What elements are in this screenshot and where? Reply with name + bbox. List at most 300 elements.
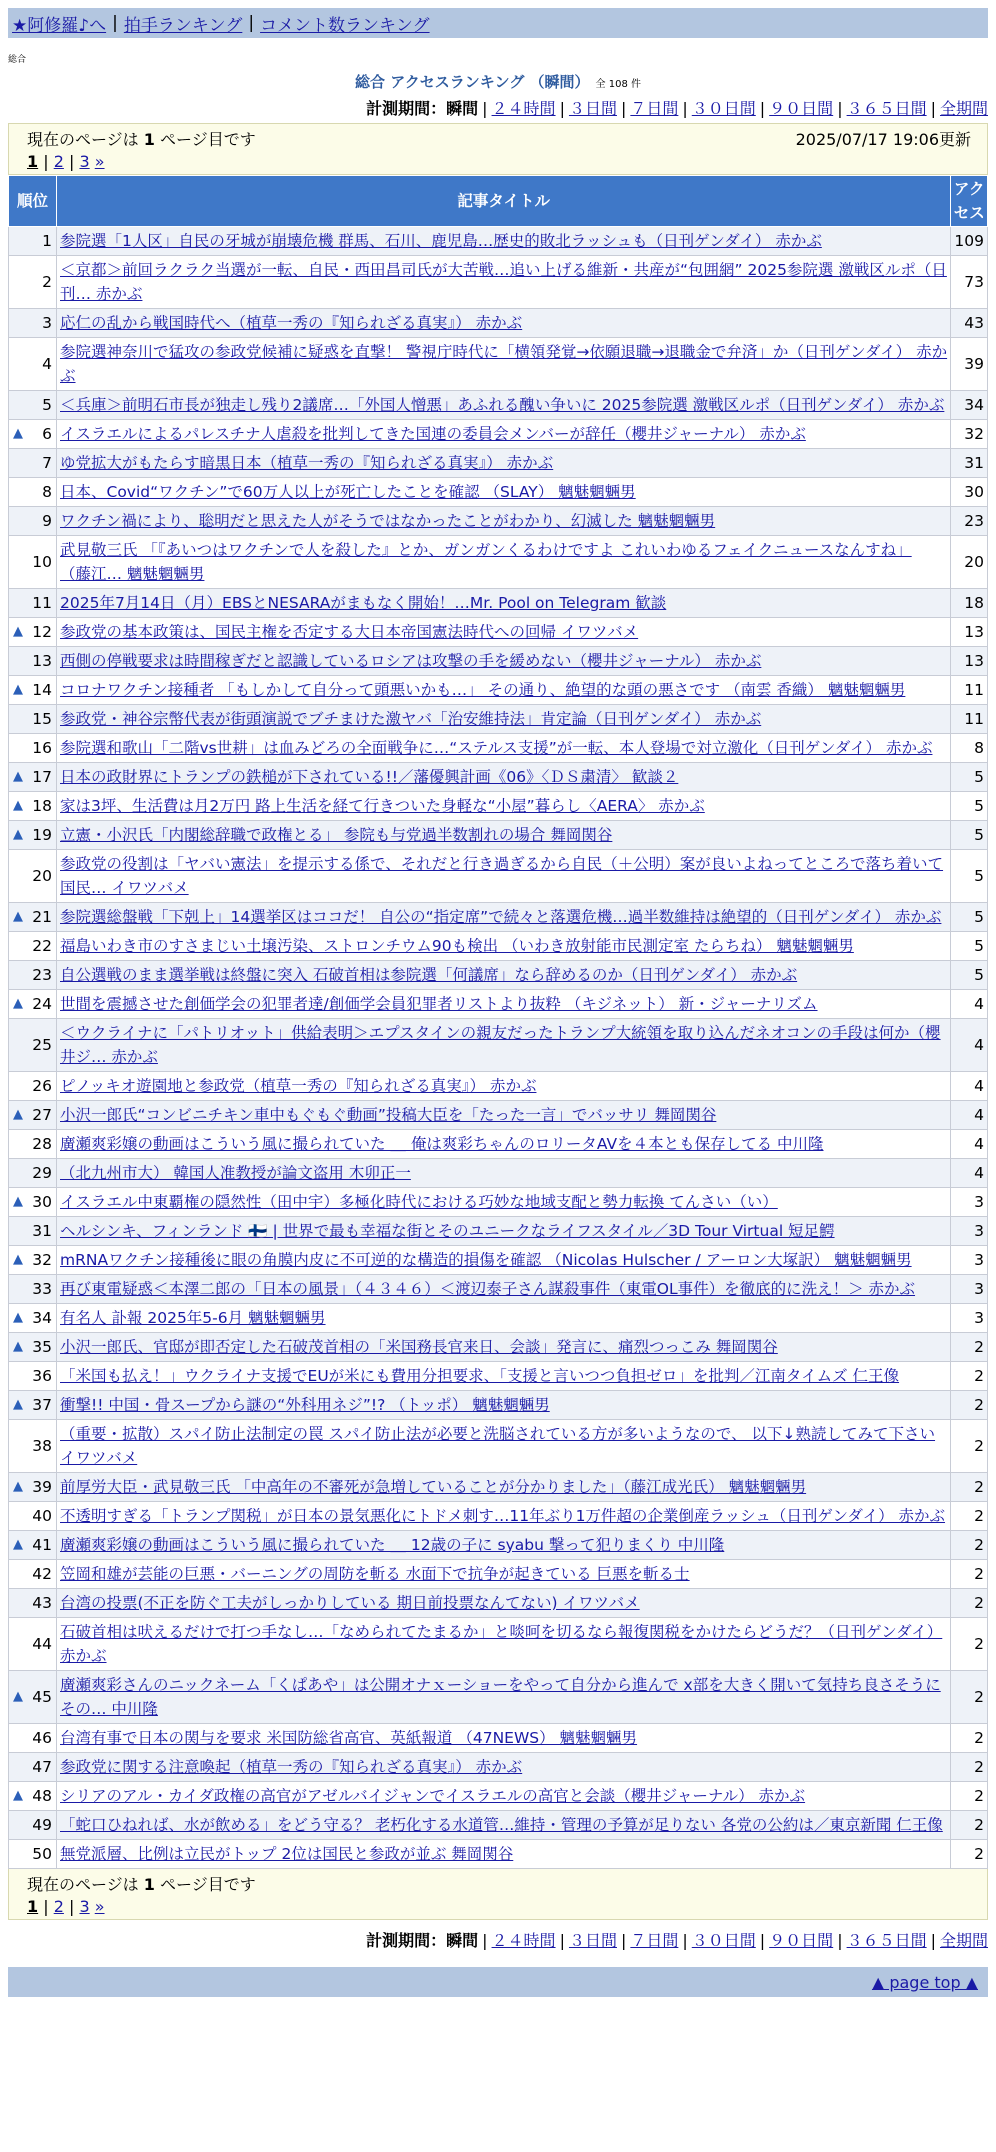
rank-cell	[9, 1782, 57, 1811]
rank-cell	[9, 763, 57, 792]
article-link[interactable]: 西側の停戦要求は時間稼ぎだと認識しているロシアは攻撃の手を緩めない（櫻井ジャーナル） 赤かぶ	[60, 652, 762, 670]
title-cell	[57, 1159, 951, 1188]
rank-number: 40	[32, 1507, 52, 1525]
rank-cell	[9, 734, 57, 763]
table-row	[9, 309, 988, 338]
ranking-table	[8, 175, 988, 1869]
title-cell	[57, 1072, 951, 1101]
title-cell	[57, 1130, 951, 1159]
article-link[interactable]: イスラエル中東覇権の隠然性（田中宇）多極化時代における巧妙な地域支配と勢力転換 てんさい（い）	[60, 1193, 778, 1211]
article-link[interactable]: （重要・拡散）スパイ防止法制定の罠 スパイ防止法が必要と洗脳されている方が多いようなので、 以下↓熟読してみて下さい イワツバメ	[60, 1425, 936, 1467]
rank-number: 33	[32, 1280, 52, 1298]
period-link[interactable]: ３６５日間	[846, 1931, 927, 1950]
rank-number: 19	[32, 826, 52, 844]
rank-number: 26	[32, 1077, 52, 1095]
up-arrow-icon: ▲	[13, 624, 23, 639]
rank-header: 順位	[9, 176, 57, 227]
access-count: 2	[951, 1502, 988, 1531]
article-link[interactable]: 石破首相は吠えるだけで打つ手なし…「なめられてたまるか」と啖呵を切るなら報復関税をかけたらどうだ？（日刊ゲンダイ） 赤かぶ	[60, 1623, 943, 1665]
table-row	[9, 1362, 988, 1391]
rank-number: 9	[42, 512, 52, 530]
table-row	[9, 1188, 988, 1217]
access-count: 11	[951, 676, 988, 705]
article-link[interactable]: 参院選総盤戦「下剋上」14選挙区はココだ！ 自公の“指定席”で続々と落選危機…過半数維持は絶望的（日刊ゲンダイ） 赤かぶ	[60, 908, 942, 926]
rank-cell	[9, 961, 57, 990]
period-link[interactable]: ７日間	[630, 99, 679, 118]
rank-cell	[9, 1589, 57, 1618]
access-count: 5	[951, 763, 988, 792]
article-link[interactable]: 無党派層、比例は立民がトップ 2位は国民と参政が並ぶ 舞岡関谷	[60, 1845, 514, 1863]
table-row	[9, 478, 988, 507]
access-count: 5	[951, 903, 988, 932]
access-count: 4	[951, 1019, 988, 1072]
title-cell	[57, 1560, 951, 1589]
article-link[interactable]: 有名人 訃報 2025年5-6月 魑魅魍魎男	[60, 1309, 326, 1327]
access-count: 109	[951, 227, 988, 256]
title-cell	[57, 618, 951, 647]
article-link[interactable]: 参政党に関する注意喚起（植草一秀の『知られざる真実』） 赤かぶ	[60, 1758, 523, 1776]
table-row	[9, 338, 988, 391]
rank-cell	[9, 1333, 57, 1362]
rank-cell	[9, 792, 57, 821]
article-link[interactable]: コロナワクチン接種者 「もしかして自分って頭悪いかも…」 その通り、絶望的な頭の悪さです （南雲 香織） 魑魅魍魎男	[60, 681, 906, 699]
access-count: 32	[951, 420, 988, 449]
up-arrow-icon: ▲	[13, 1107, 23, 1122]
rank-number: 30	[32, 1193, 52, 1211]
rank-cell	[9, 1072, 57, 1101]
article-link[interactable]: イスラエルによるパレスチナ人虐殺を批判してきた国連の委員会メンバーが辞任（櫻井ジャーナル） 赤かぶ	[60, 425, 806, 443]
title-cell	[57, 1188, 951, 1217]
table-row	[9, 589, 988, 618]
period-separator: |	[759, 99, 766, 118]
access-count: 2	[951, 1840, 988, 1869]
rank-number: 49	[32, 1816, 52, 1834]
table-row	[9, 1420, 988, 1473]
table-row	[9, 990, 988, 1019]
up-arrow-icon: ▲	[13, 1339, 23, 1354]
article-link[interactable]: シリアのアル・カイダ政権の高官がアゼルバイジャンでイスラエルの高官と会談（櫻井ジャーナル） 赤かぶ	[60, 1787, 806, 1805]
up-arrow-icon: ▲	[13, 1537, 23, 1552]
up-arrow-icon: ▲	[13, 909, 23, 924]
rank-number: 12	[32, 623, 52, 641]
access-count: 18	[951, 589, 988, 618]
article-link[interactable]: ＜京都＞前回ラクラク当選が一転、自民・西田昌司氏が大苦戦…追い上げる維新・共産が“包囲網” 2025参院選 激戦区ルポ（日刊… 赤かぶ	[60, 261, 947, 303]
title-cell	[57, 391, 951, 420]
title-cell	[57, 1420, 951, 1473]
rank-number: 15	[32, 710, 52, 728]
rank-number: 8	[42, 483, 52, 501]
access-count: 30	[951, 478, 988, 507]
title-cell	[57, 705, 951, 734]
table-row	[9, 449, 988, 478]
access-count: 2	[951, 1782, 988, 1811]
up-arrow-icon: ▲	[13, 426, 23, 441]
rank-cell	[9, 1473, 57, 1502]
table-row	[9, 536, 988, 589]
period-separator: |	[837, 99, 843, 118]
rank-cell	[9, 1420, 57, 1473]
rank-cell	[9, 676, 57, 705]
access-count: 2	[951, 1473, 988, 1502]
up-arrow-icon: ▲	[13, 769, 23, 784]
page-link[interactable]: 3	[79, 1897, 90, 1916]
rank-number: 18	[32, 797, 52, 815]
period-link[interactable]: ９０日間	[769, 99, 834, 118]
rank-number: 27	[32, 1106, 52, 1124]
table-row	[9, 507, 988, 536]
title-cell	[57, 821, 951, 850]
table-row	[9, 705, 988, 734]
period-separator: |	[759, 1931, 766, 1950]
article-link[interactable]: 参政党・神谷宗幣代表が街頭演説でブチまけた激ヤバ「治安維持法」肯定論（日刊ゲンダイ） 赤かぶ	[60, 710, 762, 728]
access-count: 4	[951, 1159, 988, 1188]
article-link[interactable]: 2025年7月14日（月）EBSとNESARAがまもなく開始！…Mr. Pool on Telegram 歓談	[60, 594, 667, 612]
article-link[interactable]: 参院選「1人区」自民の牙城が崩壊危機 群馬、石川、鹿児島…歴史的敗北ラッシュも（日刊ゲンダイ） 赤かぶ	[60, 232, 822, 250]
table-row	[9, 1724, 988, 1753]
next-page-link[interactable]: »	[94, 152, 105, 171]
rank-number: 10	[32, 553, 52, 571]
access-count: 2	[951, 1811, 988, 1840]
title-cell	[57, 850, 951, 903]
period-label: 計測期間：	[366, 1931, 447, 1950]
rank-number: 17	[32, 768, 52, 786]
rank-number: 24	[32, 995, 52, 1013]
page-links: 1 | 2 | 3 »	[27, 1897, 105, 1916]
article-link[interactable]: 福島いわき市のすさまじい土壌汚染、ストロンチウム90も検出 （いわき放射能市民測定室 たらちね） 魑魅魍魎男	[60, 937, 854, 955]
article-link[interactable]: ヘルシンキ、フィンランド 🇫🇮 | 世界で最も幸福な街とそのユニークなライフスタイル／3D Tour Virtual 短足鰐	[60, 1222, 835, 1240]
access-count: 39	[951, 338, 988, 391]
access-count: 2	[951, 1618, 988, 1671]
article-link[interactable]: mRNAワクチン接種後に眼の角膜内皮に不可逆的な構造的損傷を確認 （Nicolas Hulscher / アーロン大塚訳） 魑魅魍魎男	[60, 1251, 912, 1269]
article-link[interactable]: 廣瀬爽彩さんのニックネーム「くぱあや」は公開オナｘーショーをやって自分から進んで x部を大きく開いて気持ち良さそうにその… 中川隆	[60, 1676, 941, 1718]
table-row	[9, 821, 988, 850]
rank-cell	[9, 1159, 57, 1188]
article-link[interactable]: 衝撃!! 中国・骨スープから謎の“外科用ネジ”!? （トッポ） 魑魅魍魎男	[60, 1396, 550, 1414]
table-row	[9, 1473, 988, 1502]
rank-cell	[9, 391, 57, 420]
article-link[interactable]: ＜ウクライナに「パトリオット」供給表明＞エプスタインの親友だったトランプ大統領を取り込んだネオコンの手段は何か（櫻井ジ… 赤かぶ	[60, 1024, 941, 1066]
rank-cell	[9, 1724, 57, 1753]
access-count: 4	[951, 1101, 988, 1130]
article-link[interactable]: 世間を震撼させた創価学会の犯罪者達/創価学会員犯罪者リストより抜粋 （キジネット） 新・ジャーナリズム	[60, 995, 818, 1013]
rank-number: 50	[32, 1845, 52, 1863]
title-header: 記事タイトル	[57, 176, 951, 227]
page-top-link[interactable]: ▲ page top ▲	[871, 1972, 978, 1992]
access-count: 2	[951, 1560, 988, 1589]
rank-number: 47	[32, 1758, 52, 1776]
article-link[interactable]: 参政党の基本政策は、国民主権を否定する大日本帝国憲法時代への回帰 イワツバメ	[60, 623, 639, 641]
title-cell	[57, 309, 951, 338]
access-count: 4	[951, 1072, 988, 1101]
article-link[interactable]: 笠岡和雄が芸能の巨悪・バーニングの周防を斬る 水面下で抗争が起きている 巨悪を斬る士	[60, 1565, 690, 1583]
rank-number: 25	[32, 1036, 52, 1054]
rank-number: 23	[32, 966, 52, 984]
page-current: 1	[27, 152, 39, 171]
access-count: 2	[951, 1531, 988, 1560]
period-link[interactable]: ９０日間	[769, 1931, 834, 1950]
comment-ranking-link[interactable]: コメント数ランキング	[260, 15, 430, 36]
rank-cell	[9, 1275, 57, 1304]
period-link[interactable]: ３０日間	[691, 1931, 756, 1950]
access-count: 43	[951, 309, 988, 338]
table-row	[9, 1246, 988, 1275]
period-selector-bottom	[8, 1928, 988, 1951]
access-count: 5	[951, 821, 988, 850]
rank-cell	[9, 589, 57, 618]
title-cell	[57, 1019, 951, 1072]
access-count: 13	[951, 647, 988, 676]
page-link[interactable]: 2	[53, 1897, 64, 1916]
updated-time: 2025/07/17 19:06更新	[795, 130, 971, 149]
next-page-link[interactable]: »	[94, 1897, 105, 1916]
up-arrow-icon: ▲	[13, 1479, 23, 1494]
rank-cell	[9, 1811, 57, 1840]
access-count: 5	[951, 792, 988, 821]
rank-number: 42	[32, 1565, 52, 1583]
period-separator: |	[837, 1931, 843, 1950]
rank-cell	[9, 1130, 57, 1159]
period-separator: |	[682, 99, 688, 118]
title-cell	[57, 1618, 951, 1671]
article-link[interactable]: 家は3坪、生活費は月2万円 路上生活を経て行きついた身軽な“小屋”暮らし〈AERA〉 赤かぶ	[60, 797, 705, 815]
article-link[interactable]: 日本、Covid“ワクチン”で60万人以上が死亡したことを確認 （SLAY） 魑魅魍魎男	[60, 483, 636, 501]
article-link[interactable]: 応仁の乱から戦国時代へ（植草一秀の『知られざる真実』） 赤かぶ	[60, 314, 523, 332]
rank-number: 44	[32, 1635, 52, 1653]
table-row	[9, 1782, 988, 1811]
rank-number: 46	[32, 1729, 52, 1747]
rank-cell	[9, 1671, 57, 1724]
rank-cell	[9, 478, 57, 507]
period-link[interactable]: ２４時間	[491, 99, 556, 118]
access-count: 73	[951, 256, 988, 309]
period-link[interactable]: 全期間	[939, 1931, 988, 1950]
article-link[interactable]: ピノッキオ遊園地と参政党（植草一秀の『知られざる真実』） 赤かぶ	[60, 1077, 537, 1095]
table-row	[9, 1811, 988, 1840]
period-link[interactable]: ３日間	[568, 1931, 617, 1950]
period-separator: |	[559, 1931, 565, 1950]
table-row	[9, 1159, 988, 1188]
rank-cell	[9, 618, 57, 647]
article-link[interactable]: 自公選戦のまま選挙戦は終盤に突入 石破首相は参院選「何議席」なら辞めるのか（日刊ゲンダイ） 赤かぶ	[60, 966, 798, 984]
period-current: 瞬間	[446, 1931, 479, 1950]
period-link[interactable]: 全期間	[939, 99, 988, 118]
up-arrow-icon: ▲	[13, 1397, 23, 1412]
title-cell	[57, 507, 951, 536]
article-link[interactable]: 参院選神奈川で猛攻の参政党候補に疑惑を直撃！ 警視庁時代に「横領発覚→依願退職→退職金で弁済」か（日刊ゲンダイ） 赤かぶ	[60, 343, 948, 385]
article-link[interactable]: 不透明すぎる「トランプ関税」が日本の景気悪化にトドメ刺す…11年ぶり1万件超の企業倒産ラッシュ（日刊ゲンダイ） 赤かぶ	[60, 1507, 946, 1525]
period-link[interactable]: ２４時間	[491, 1931, 556, 1950]
rank-number: 4	[42, 355, 52, 373]
access-count: 3	[951, 1246, 988, 1275]
period-separator: |	[559, 99, 565, 118]
table-header-row	[9, 176, 988, 227]
title-cell	[57, 536, 951, 589]
article-link[interactable]: 参政党の役割は「ヤバい憲法」を提示する係で、それだと行き過ぎるから自民（＋公明）案が良いよねってところで落ち着いて国民… イワツバメ	[60, 855, 944, 897]
period-current: 瞬間	[446, 99, 479, 118]
period-link[interactable]: ３日間	[568, 99, 617, 118]
title-cell	[57, 1811, 951, 1840]
title-cell	[57, 1275, 951, 1304]
rank-number: 36	[32, 1367, 52, 1385]
table-row	[9, 1840, 988, 1869]
rank-number: 6	[42, 425, 52, 443]
rank-number: 5	[42, 396, 52, 414]
access-count: 5	[951, 961, 988, 990]
rank-cell	[9, 1391, 57, 1420]
title-cell	[57, 478, 951, 507]
article-link[interactable]: 立憲・小沢氏「内閣総辞職で政権とる」 参院も与党過半数割れの場合 舞岡関谷	[60, 826, 613, 844]
up-arrow-icon: ▲	[13, 682, 23, 697]
rank-cell	[9, 1019, 57, 1072]
article-link[interactable]: 台湾有事で日本の関与を要求 米国防総省高官、英紙報道 （47NEWS） 魑魅魍魎男	[60, 1729, 638, 1747]
rank-cell	[9, 1560, 57, 1589]
table-row	[9, 903, 988, 932]
clap-ranking-link[interactable]: 拍手ランキング	[123, 15, 243, 36]
title-cell	[57, 763, 951, 792]
table-row	[9, 1304, 988, 1333]
article-link[interactable]: 前厚労大臣・武見敬三氏 「中高年の不審死が急増していることが分かりました」（藤江成光氏） 魑魅魍魎男	[60, 1478, 807, 1496]
access-count: 34	[951, 391, 988, 420]
article-link[interactable]: 廣瀬爽彩嬢の動画はこういう風に撮られていた ＿ 12歳の子に syabu 撃って犯りまくり 中川隆	[60, 1536, 725, 1554]
rank-cell	[9, 1188, 57, 1217]
category-label: 総合	[8, 55, 27, 65]
rank-cell	[9, 821, 57, 850]
rank-cell	[9, 449, 57, 478]
article-link[interactable]: 再び東電疑惑＜本澤二郎の「日本の風景」（４３４６）＜渡辺泰子さん謀殺事件（東電OL事件）を徹底的に洗え！＞ 赤かぶ	[60, 1280, 916, 1298]
rank-number: 3	[42, 314, 52, 332]
page-current: 1	[27, 1897, 39, 1916]
table-row	[9, 420, 988, 449]
table-row	[9, 850, 988, 903]
rank-number: 39	[32, 1478, 52, 1496]
article-link[interactable]: ＜兵庫＞前明石市長が独走し残り2議席…「外国人憎悪」あふれる醜い争いに 2025参院選 激戦区ルポ（日刊ゲンダイ） 赤かぶ	[60, 396, 945, 414]
title-cell	[57, 1502, 951, 1531]
up-arrow-icon: ▲	[13, 1194, 23, 1209]
title-cell	[57, 676, 951, 705]
article-link[interactable]: 参院選和歌山「二階vs世耕」は血みどろの全面戦争に…“ステルス支援”が一転、本人登場で対立激化（日刊ゲンダイ） 赤かぶ	[60, 739, 933, 757]
title-cell	[57, 1782, 951, 1811]
page-title	[0, 71, 996, 92]
footer-bar	[8, 1967, 988, 1997]
table-row	[9, 792, 988, 821]
title-cell	[57, 1246, 951, 1275]
period-selector-top	[8, 96, 988, 119]
rank-cell	[9, 1531, 57, 1560]
rank-number: 20	[32, 867, 52, 885]
article-link[interactable]: 武見敬三氏 「『あいつはワクチンで人を殺した』とか、ガンガンくるわけですよ これいわゆるフェイクニュースなんすね」 （藤江… 魑魅魍魎男	[60, 541, 912, 583]
table-row	[9, 1391, 988, 1420]
rank-number: 37	[32, 1396, 52, 1414]
access-count: 3	[951, 1304, 988, 1333]
up-arrow-icon: ▲	[13, 1788, 23, 1803]
article-link[interactable]: 「米国も払え！」ウクライナ支援でEUが米にも費用分担要求、「支援と言いつつ負担ゼロ」を批判／江南タイムズ 仁王像	[60, 1367, 900, 1385]
table-row	[9, 932, 988, 961]
period-link[interactable]: ７日間	[630, 1931, 679, 1950]
rank-cell	[9, 309, 57, 338]
table-row	[9, 1589, 988, 1618]
title-cell	[57, 1840, 951, 1869]
period-separator: |	[482, 1931, 488, 1950]
table-row	[9, 1531, 988, 1560]
count-header: アク セス	[951, 176, 988, 227]
period-separator: |	[620, 99, 627, 118]
table-row	[9, 256, 988, 309]
pager-top	[8, 123, 988, 175]
article-link[interactable]: 台湾の投票(不正を防ぐ工夫がしっかりしている 期日前投票なんてない) イワツバメ	[60, 1594, 640, 1612]
rank-number: 34	[32, 1309, 52, 1327]
article-link[interactable]: 小沢一郎氏、官邸が即否定した石破茂首相の「米国務長官来日、会談」発言に、痛烈つっこみ 舞岡関谷	[60, 1338, 778, 1356]
title-cell	[57, 1671, 951, 1724]
period-separator: |	[620, 1931, 627, 1950]
rank-number: 16	[32, 739, 52, 757]
page-status: 現在のページは 1 ページ目です	[27, 1875, 256, 1894]
rank-cell	[9, 850, 57, 903]
rank-cell	[9, 256, 57, 309]
rank-cell	[9, 647, 57, 676]
period-link[interactable]: ３０日間	[691, 99, 756, 118]
rank-cell	[9, 1753, 57, 1782]
rank-cell	[9, 1502, 57, 1531]
rank-number: 1	[42, 232, 52, 250]
page-link[interactable]: 3	[79, 152, 90, 171]
period-label: 計測期間：	[366, 99, 447, 118]
title-cell	[57, 589, 951, 618]
table-row	[9, 676, 988, 705]
access-count: 2	[951, 1724, 988, 1753]
access-count: 3	[951, 1217, 988, 1246]
article-link[interactable]: 小沢一郎氏“コンビニチキン車中もぐもぐ動画”投稿大臣を「たった一言」でバッサリ 舞岡関谷	[60, 1106, 717, 1124]
access-count: 11	[951, 705, 988, 734]
up-arrow-icon: ▲	[13, 1310, 23, 1325]
title-cell	[57, 1531, 951, 1560]
title-cell	[57, 903, 951, 932]
table-row	[9, 763, 988, 792]
article-link[interactable]: 「蛇口ひねれば、水が飲める」をどう守る？ 老朽化する水道管…維持・管理の予算が足りない 各党の公約は／東京新聞 仁王像	[60, 1816, 943, 1834]
table-row	[9, 618, 988, 647]
nav-separator: |	[112, 13, 118, 33]
nav-separator: |	[248, 13, 255, 33]
up-arrow-icon: ▲	[13, 996, 23, 1011]
table-row	[9, 1618, 988, 1671]
period-link[interactable]: ３６５日間	[846, 99, 927, 118]
access-count: 8	[951, 734, 988, 763]
rank-cell	[9, 536, 57, 589]
table-row	[9, 1333, 988, 1362]
article-link[interactable]: 日本の政財界にトランプの鉄槌が下されている!!／藩優興計画《06》〈ＤＳ粛清〉 歓談２	[60, 768, 679, 786]
table-row	[9, 1671, 988, 1724]
rank-number: 38	[32, 1437, 52, 1455]
article-link[interactable]: 廣瀬爽彩嬢の動画はこういう風に撮られていた ＿ 俺は爽彩ちゃんのロリータAVを４本とも保存してる 中川隆	[60, 1135, 824, 1153]
article-link[interactable]: ワクチン禍により、聡明だと思えた人がそうではなかったことがわかり、幻滅した 魑魅魍魎男	[60, 512, 716, 530]
rank-cell	[9, 932, 57, 961]
access-count: 5	[951, 850, 988, 903]
rank-cell	[9, 227, 57, 256]
up-arrow-icon: ▲	[13, 1252, 23, 1267]
article-link[interactable]: （北九州市大） 韓国人准教授が論文盗用 木卯正一	[60, 1164, 411, 1182]
page-links: 1 | 2 | 3 »	[27, 152, 105, 171]
home-link[interactable]: ★阿修羅♪へ	[12, 15, 107, 36]
table-row	[9, 1130, 988, 1159]
title-cell	[57, 1473, 951, 1502]
title-cell	[57, 1304, 951, 1333]
period-separator: |	[930, 99, 936, 118]
access-count: 23	[951, 507, 988, 536]
page-link[interactable]: 2	[53, 152, 64, 171]
title-cell	[57, 1391, 951, 1420]
rank-number: 31	[32, 1222, 52, 1240]
article-link[interactable]: ゆ党拡大がもたらす暗黒日本（植草一秀の『知られざる真実』） 赤かぶ	[60, 454, 554, 472]
table-row	[9, 961, 988, 990]
